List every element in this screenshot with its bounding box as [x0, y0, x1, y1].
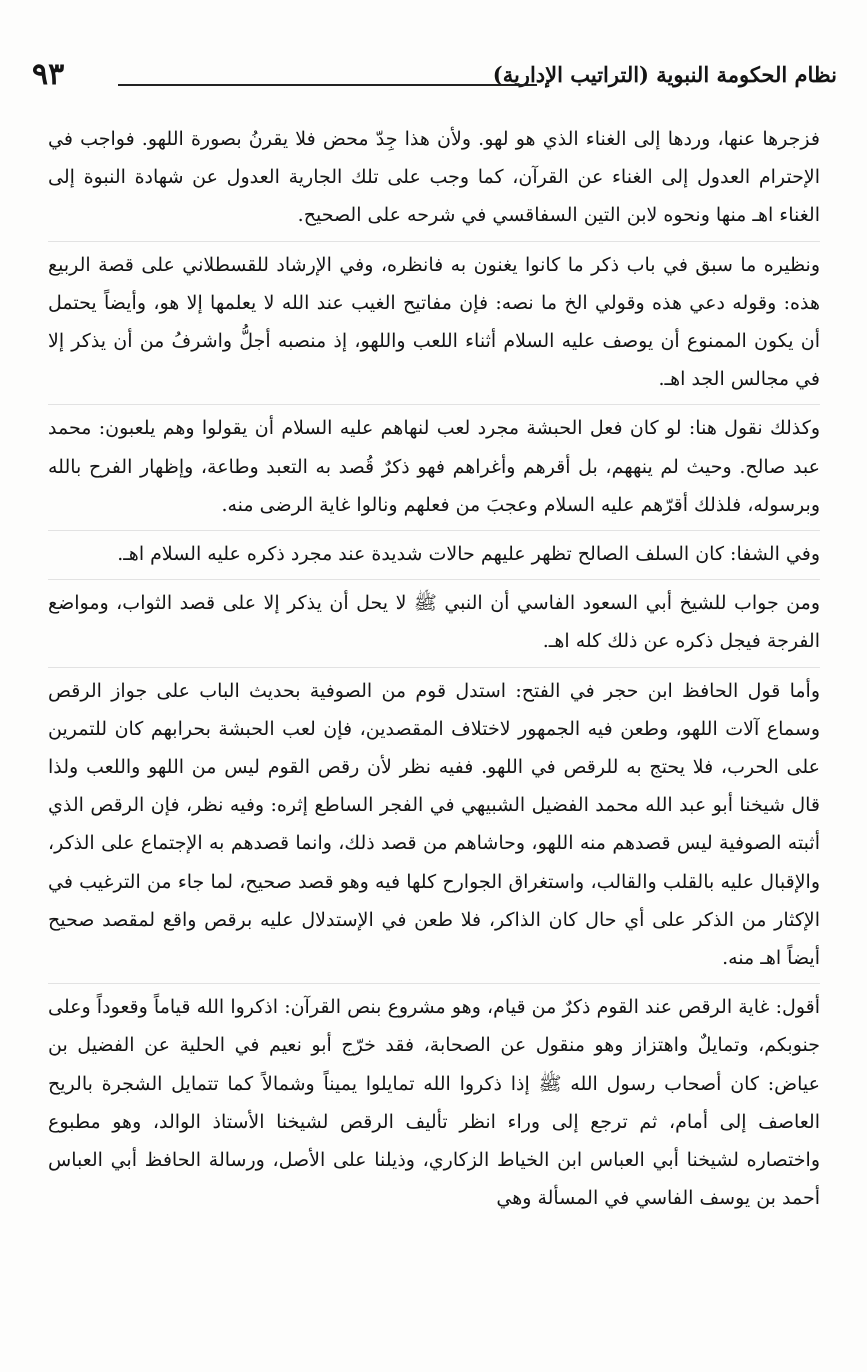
paragraph: أقول: غاية الرقص عند القوم ذكرٌ من قيام، وهو مشروع بنص القرآن: اذكروا الله قياماً وقعوداً وعلى جنوبكم، وتمايلٌ واهتزاز وهو منقول عن الصحابة، فقد خرّج أبو نعيم في الحلية عن الفضيل بن عياض: كان أصحاب رسول الله ﷺ إذا ذكروا الله تمايلوا يميناً وشمالاً كما تتمايل الشجرة بالريح العاصف إلى أمام، ثم ترجع إلى وراء انظر تأليف الرقص لشيخنا الأستاذ الوالد، وهو مطبوع واختصاره لشيخنا أبي العباس ابن الخياط الزكاري، وذيلنا على الأصل، ورسالة الحافظ أبي العباس أحمد بن يوسف الفاسي في المسألة وهي — [48, 996, 821, 1210]
paragraph: ومن جواب للشيخ أبي السعود الفاسي أن النبي ﷺ لا يحل أن يذكر إلا على قصد الثواب، ومواضع الفرجة فيجل ذكره عن ذلك كله اهـ. — [48, 592, 820, 653]
paragraph: ونظيره ما سبق في باب ذكر ما كانوا يغنون به فانظره، وفي الإرشاد للقسطلاني على قصة الربيع هذه: وقوله دعي هذه وقولي الخ ما نصه: فإن مفاتيح الغيب عند الله لا يعلمها إلا هو، وأيضاً يحتمل أن يكون الممنوع أن يوصف عليه السلام أثناء اللعب واللهو، إذ منصبه أجلُّ واشرفُ من أن يذكر إلا في مجالس الجد اهـ. — [48, 253, 820, 391]
paragraph-divider — [48, 579, 820, 580]
paragraph-divider — [48, 530, 820, 531]
paragraph-divider — [48, 404, 820, 405]
paragraph: وأما قول الحافظ ابن حجر في الفتح: استدل قوم من الصوفية بحديث الباب على جواز الرقص وسماع آلات اللهو، وطعن فيه الجمهور لاختلاف المقصدين، فإن لعب الحبشة بحرابهم كان للتمرين على الحرب، فلا يحتج به للرقص في اللهو. ففيه نظر لأن رقص القوم ليس من اللهو واللعب ولذا قال شيخنا أبو عبد الله محمد الفضيل الشبيهي في الفجر الساطع إثره: وفيه نظر، فإن الرقص الذي أثبته الصوفية ليس قصدهم منه اللهو، وحاشاهم من قصد ذلك، وانما قصدهم به الإجتماع على الذكر، والإقبال عليه بالقلب والقالب، واستغراق الجوارح كلها فيه وهو قصد صحيح، لما جاء من الترغيب في الإكثار من الذكر على أي حال كان الذاكر، فلا طعن في الإستدلال عليه برقص واقع لمقصد صحيح أيضاً اهـ منه. — [48, 679, 820, 970]
paragraph: فزجرها عنها، وردها إلى الغناء الذي هو لهو. ولأن هذا جِدّ محض فلا يقرنُ بصورة اللهو. فواجب في الإحترام العدول إلى الغناء عن القرآن، كما وجب على تلك الجارية العدول عن شهادة النبوة إلى الغناء اهـ منها ونحوه لابن التين السفاقسي في شرحه على الصحيح. — [48, 128, 820, 227]
paragraph-divider — [48, 983, 820, 984]
page-number: ٩٣ — [32, 57, 65, 92]
paragraph: وفي الشفا: كان السلف الصالح تظهر عليهم حالات شديدة عند مجرد ذكره عليه السلام اهـ. — [117, 543, 820, 566]
paragraph-divider — [48, 241, 820, 242]
running-title: نظام الحكومة النبوية (التراتيب الإدارية) — [492, 62, 837, 87]
page-body — [48, 120, 820, 1372]
paragraph: وكذلك نقول هنا: لو كان فعل الحبشة مجرد لعب لنهاهم عليه السلام أن يقولوا وهم يلعبون: محمد عبد صالح. وحيث لم ينههم، بل أقرهم وأغراهم فهو ذكرٌ قُصد به التعبد وطاعة، وإظهار الفرح بالله وبرسوله، فلذلك أقرّهم عليه السلام وعجبَ من فعلهم ونالوا غاية الرضى منه. — [48, 417, 820, 516]
paragraph-divider — [48, 667, 820, 668]
header-rule — [118, 84, 537, 86]
page-header — [32, 58, 837, 98]
